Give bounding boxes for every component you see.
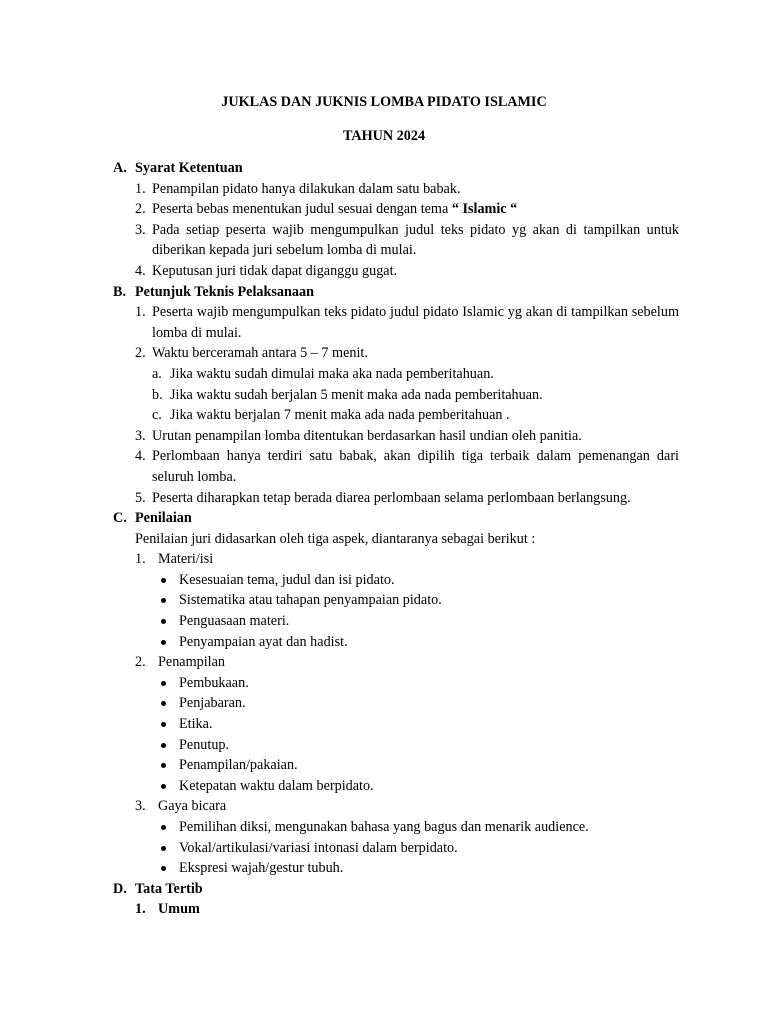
list-item: 2. Waktu berceramah antara 5 – 7 menit. — [135, 345, 368, 362]
list-item: 1. Penampilan pidato hanya dilakukan dalam satu babak. — [135, 180, 461, 197]
list-item: 1. Peserta wajib mengumpulkan teks pidato judul pidato Islamic yg akan di tampilkan sebelum lomba di mulai. — [135, 304, 679, 341]
bullet-item: Sistematika atau tahapan penyampaian pidato. — [158, 590, 679, 611]
section-a-heading: A. Syarat Ketentuan — [113, 160, 243, 176]
document-year: TAHUN 2024 — [342, 128, 426, 144]
criteria-group-title: 1. Materi/isi — [135, 551, 214, 568]
criteria-group-title: 2. Penampilan — [135, 654, 225, 671]
theme-emphasis: “ Islamic “ — [451, 201, 518, 218]
section-d-heading: D. Tata Tertib — [113, 880, 203, 897]
bullet-item: Pemilihan diksi, mengunakan bahasa yang bagus dan menarik audience. — [158, 817, 679, 838]
sub-list-item: c. Jika waktu berjalan 7 menit maka ada nada pemberitahuan . — [152, 407, 510, 424]
bullet-item: Ekspresi wajah/gestur tubuh. — [158, 858, 679, 879]
list-item: 5. Peserta diharapkan tetap berada diarea perlombaan selama perlombaan berlangsung. — [135, 489, 631, 506]
bullet-item: Penguasaan materi. — [158, 611, 679, 632]
criteria-group-title: 3. Gaya bicara — [135, 798, 227, 815]
sub-list-item: b. Jika waktu sudah berjalan 5 menit maka ada nada pemberitahuan. — [152, 386, 543, 403]
bullet-item: Penyampaian ayat dan hadist. — [158, 632, 679, 653]
sub-list-item: a. Jika waktu sudah dimulai maka aka nada pemberitahuan. — [152, 365, 494, 382]
bullet-item: Penampilan/pakaian. — [158, 755, 679, 776]
list-item: 3. Urutan penampilan lomba ditentukan berdasarkan hasil undian oleh panitia. — [135, 427, 582, 444]
bullet-item: Etika. — [158, 714, 679, 735]
list-item: 4. Perlombaan hanya terdiri satu babak, akan dipilih tiga terbaik dalam pemenangan dari seluruh lomba. — [135, 448, 679, 485]
list-item: 3. Pada setiap peserta wajib mengumpulkan judul teks pidato yg akan di tampilkan untuk diberikan kepada juri sebelum lomba di mulai. — [135, 221, 679, 259]
section-c-intro: Penilaian juri didasarkan oleh tiga aspek, diantaranya sebagai berikut : — [135, 530, 536, 547]
bullet-item: Pembukaan. — [158, 673, 679, 694]
section-c-heading: C. Penilaian — [113, 510, 192, 527]
section-d-subheading: 1. Umum — [135, 901, 200, 918]
list-item: 4. Keputusan juri tidak dapat diganggu gugat. — [135, 262, 398, 279]
document-title: JUKLAS DAN JUKNIS LOMBA PIDATO ISLAMIC — [221, 94, 547, 110]
document-body — [113, 158, 679, 920]
bullet-item: Penutup. — [158, 735, 679, 756]
bullet-item: Vokal/artikulasi/variasi intonasi dalam berpidato. — [158, 838, 679, 859]
section-b-heading: B. Petunjuk Teknis Pelaksanaan — [113, 283, 314, 300]
bullet-item: Kesesuaian tema, judul dan isi pidato. — [158, 570, 679, 591]
list-item: 2. Peserta bebas menentukan judul sesuai dengan tema “ Islamic “ — [135, 201, 518, 218]
bullet-item: Ketepatan waktu dalam berpidato. — [158, 776, 679, 797]
bullet-item: Penjabaran. — [158, 693, 679, 714]
